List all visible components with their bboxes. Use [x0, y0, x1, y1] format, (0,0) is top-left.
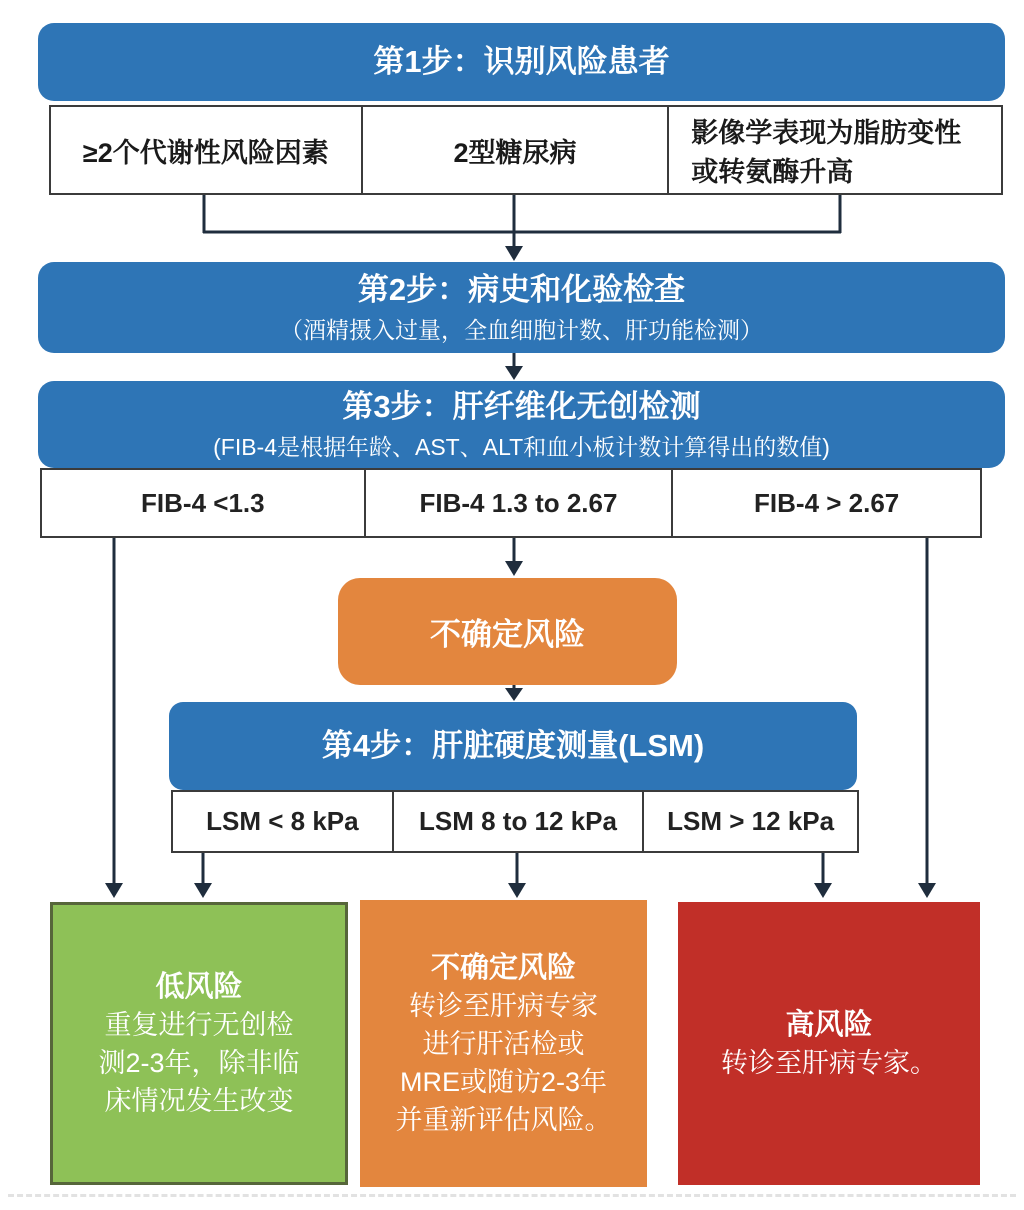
outcome-high-risk-box	[678, 902, 980, 1185]
arrow-step1-to-step2-head	[505, 246, 523, 261]
lsm-row	[171, 790, 859, 853]
arrow-pill-to-step4-head	[505, 688, 523, 701]
fib4-row	[40, 468, 982, 538]
arrow-lsm-low-head	[194, 883, 212, 898]
fib4-high-cell: FIB-4 > 2.67	[671, 470, 980, 536]
step4-name: 肝脏硬度测量(LSM)	[432, 728, 705, 763]
outcome-high-risk-title: 高风险	[785, 1008, 873, 1041]
arrow-lsm-high-head	[814, 883, 832, 898]
outcome-low-risk-box	[50, 902, 348, 1185]
outcome-low-risk-line: 重复进行无创检	[104, 1009, 294, 1040]
step3-title	[342, 388, 700, 426]
criterion-metabolic-risk: ≥2个代谢性风险因素	[82, 137, 329, 168]
outcome-indeterminate-risk-line: 进行肝活检或	[422, 1028, 585, 1059]
arrow-lsm-mid-head	[508, 883, 526, 898]
lsm-low-cell: LSM < 8 kPa	[206, 806, 359, 836]
step1-box	[38, 23, 1005, 101]
outcome-high-risk-line: 转诊至肝病专家。	[721, 1047, 937, 1078]
criterion-type2-diabetes: 2型糖尿病	[361, 107, 668, 193]
step3-box	[38, 381, 1005, 468]
outcome-low-risk-line: 床情况发生改变	[104, 1085, 294, 1116]
fib4-low-cell: FIB-4 <1.3	[141, 487, 265, 518]
step1-label: 第1步：	[373, 44, 484, 79]
arrow-fib4-mid-head	[505, 561, 523, 576]
step2-title	[358, 271, 685, 309]
step4-box	[169, 702, 857, 790]
fib4-mid-cell: FIB-4 1.3 to 2.67	[364, 470, 672, 536]
lsm-mid-cell: LSM 8 to 12 kPa	[392, 792, 643, 851]
outcome-indeterminate-risk-title: 不确定风险	[430, 951, 576, 984]
outcome-low-risk-title: 低风险	[155, 970, 243, 1003]
step2-name: 病史和化验检查	[468, 271, 686, 307]
lsm-high-cell: LSM > 12 kPa	[642, 792, 857, 851]
step2-subtitle: （酒精摄入过量，全血细胞计数、肝功能检测）	[280, 316, 763, 343]
step1-criteria-row	[49, 105, 1003, 195]
outcome-indeterminate-risk-line: 转诊至肝病专家	[409, 990, 598, 1021]
step2-box	[38, 262, 1005, 353]
step4-label: 第4步：	[321, 728, 433, 763]
outcome-indeterminate-risk-box	[360, 900, 647, 1187]
arrow-fib4-low-head	[105, 883, 123, 898]
step3-subtitle: (FIB-4是根据年龄、AST、ALT和血小板计数计算得出的数值)	[213, 433, 830, 460]
step1-title	[373, 43, 669, 81]
step1-name: 识别风险患者	[483, 44, 670, 79]
indeterminate-risk-pill: 不确定风险	[338, 578, 677, 685]
step2-label: 第2步：	[357, 271, 469, 307]
step3-label: 第3步：	[342, 388, 453, 424]
arrow-fib4-high-head	[918, 883, 936, 898]
criterion-imaging-steatosis: 影像学表现为脂肪变性或转氨酶升高	[667, 107, 1001, 193]
outcome-indeterminate-risk-line: 并重新评估风险。	[395, 1104, 612, 1135]
bottom-divider	[8, 1194, 1016, 1197]
outcome-indeterminate-risk-line: MRE或随访2-3年	[399, 1066, 608, 1097]
outcome-low-risk-line: 测2-3年，除非临	[98, 1047, 300, 1078]
step4-title	[322, 727, 704, 765]
step3-name: 肝纤维化无创检测	[452, 388, 701, 424]
arrow-step2-to-step3-head	[505, 366, 523, 380]
